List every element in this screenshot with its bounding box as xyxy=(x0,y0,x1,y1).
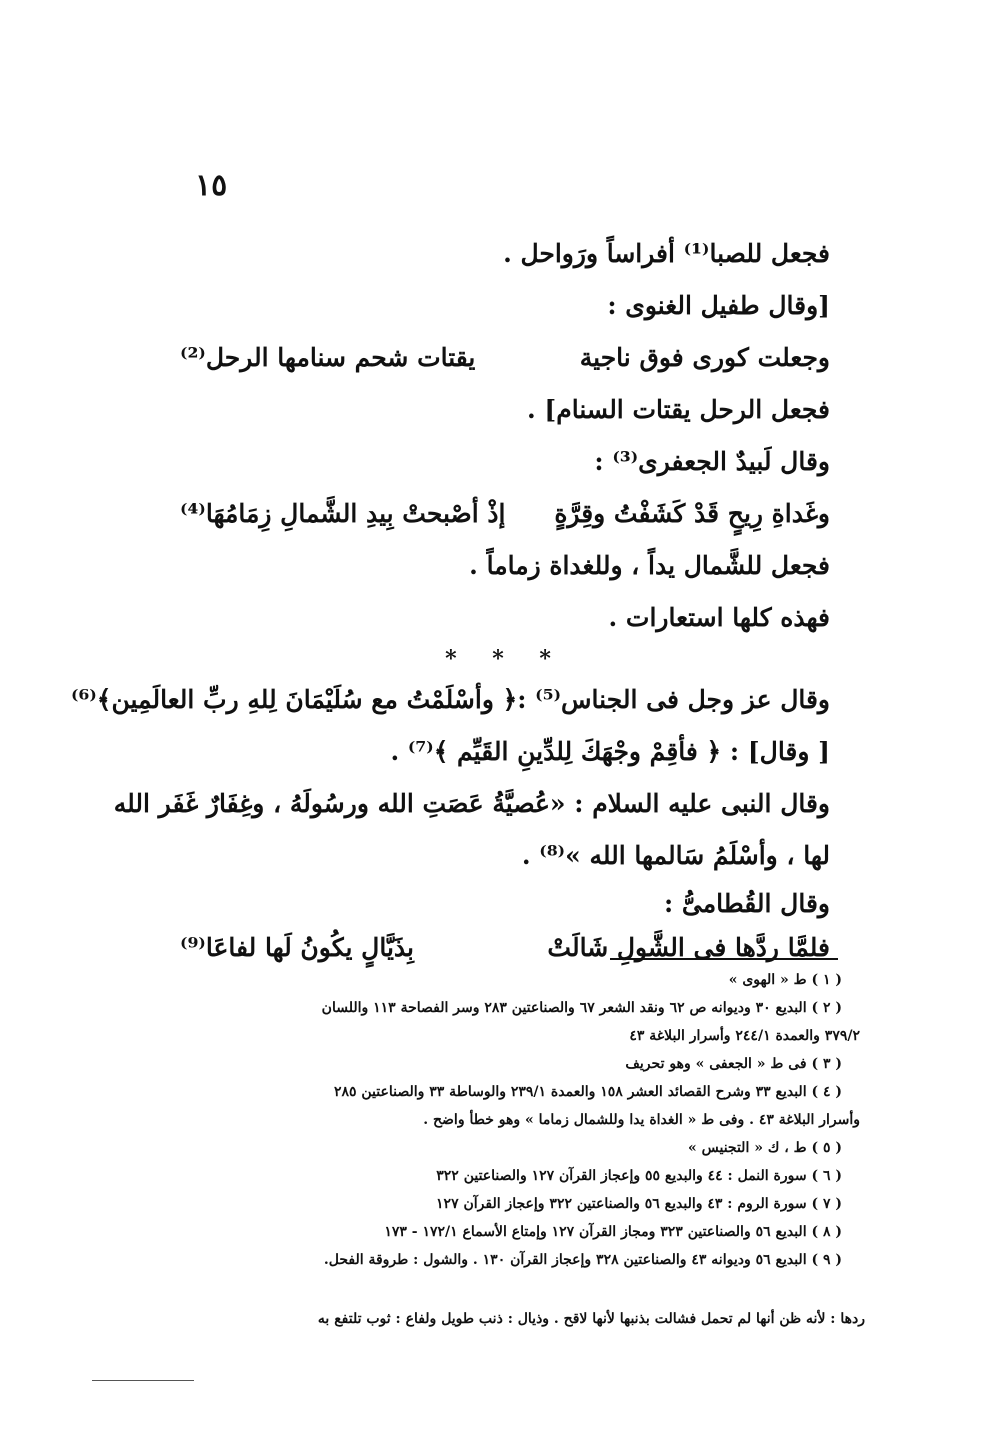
text-line: وقال لَبيدٌ الجعفرى⁽³⁾ : xyxy=(594,447,830,476)
footnote: ( ٩ ) البديع ٥٦ وديوانه ٤٣ والصناعتين ٣٢٨ وإعجاز القرآن ١٣٠ . والشول : طروقة الفحل. xyxy=(323,1252,842,1268)
text-line: وقال عز وجل فى الجناس⁽⁵⁾ :﴿ وأسْلَمْتُ مع سُلَيْمَانَ لِلهِ ربِّ العالَمِين﴾⁽⁶⁾ xyxy=(70,685,830,714)
page-number: ١٥ xyxy=(195,168,228,203)
text-line: فجعل الرحل يقتات السنام] . xyxy=(527,395,830,424)
text-line: [وقال طفيل الغنوى : xyxy=(607,291,830,320)
footnote: ( ٢ ) البديع ٣٠ وديوانه ص ٦٢ ونقد الشعر ٦٧ والصناعتين ٢٨٣ وسر الفصاحة ١١٣ واللسان xyxy=(321,1000,842,1016)
footnote-continuation: ٣٧٩/٢ والعمدة ٢٤٤/١ وأسرار البلاغة ٤٣ xyxy=(629,1028,860,1044)
verse-hemistich-1: وغَداةِ رِيحٍ قَدْ كَشَفْتُ وقِرَّةٍ xyxy=(554,499,830,528)
footnote: ( ٣ ) فى ط « الجعفى » وهو تحريف xyxy=(625,1056,842,1072)
footnote: ( ٦ ) سورة النمل : ٤٤ والبديع ٥٥ وإعجاز القرآن ١٢٧ والصناعتين ٣٢٢ xyxy=(436,1168,842,1184)
verse-hemistich-1: وجعلت كورى فوق ناجية xyxy=(579,343,830,372)
verse-line xyxy=(180,926,830,970)
section-separator: * * * xyxy=(445,646,565,672)
text-line: فجعل للصبا⁽¹⁾ أفراساً ورَواحل . xyxy=(503,239,830,268)
verse-hemistich-1: فلمَّا ردَّها فى الشَّولِ شَالَتْ xyxy=(547,933,830,962)
footnote: ( ٧ ) سورة الروم : ٤٣ والبديع ٥٦ والصناعتين ٣٢٢ وإعجاز القرآن ١٢٧ xyxy=(436,1196,842,1212)
main-text xyxy=(70,228,830,970)
verse-hemistich-2: بِذَيَّالٍ يكُونُ لَها لفاعَا⁽⁹⁾ xyxy=(180,933,414,962)
footnote-continuation: وأسرار البلاغة ٤٣ . وفى ط « الغداة يدا وللشمال زماما » وهو خطأ واضح . xyxy=(423,1112,860,1128)
footnote-continuation: ردها : لأنه ظن أنها لم تحمل فشالت بذنبها لأنها لاقح . وذيال : ذنب طويل ولفاع : ثوب تلتفع به xyxy=(317,1311,865,1327)
text-line: وقال القُطامىُّ : xyxy=(663,889,830,918)
footnote-rule xyxy=(610,958,838,960)
verse-hemistich-2: إذْ أصْبحتْ بِيدِ الشَّمالِ زِمَامُهَا⁽⁴⁾ xyxy=(180,499,506,528)
text-line: لها ، وأسْلَمُ سَالمها الله »⁽⁸⁾ . xyxy=(521,841,830,870)
footnote: ( ١ ) ط « الهوى » xyxy=(728,972,842,988)
text-line: [ وقال] : ﴿ فأقِمْ وجْهَكَ لِلدِّينِ القَيِّم ﴾⁽⁷⁾ . xyxy=(390,737,830,766)
text-line: وقال النبى عليه السلام : «عُصيَّةُ عَصَتِ الله ورسُولَهُ ، وغِفَارٌ غَفَر الله xyxy=(113,789,830,818)
footnote: ( ٤ ) البديع ٣٣ وشرح القصائد العشر ١٥٨ والعمدة ٢٣٩/١ والوساطة ٣٣ والصناعتين ٢٨٥ xyxy=(333,1084,842,1100)
text-line: فهذه كلها استعارات . xyxy=(608,603,830,632)
footnote: ( ٥ ) ط ، ك « التجنيس » xyxy=(688,1140,842,1156)
footnotes xyxy=(180,966,860,1274)
verse-line xyxy=(180,488,830,540)
verse-line xyxy=(180,332,830,384)
verse-hemistich-2: يقتات شحم سنامها الرحل⁽²⁾ xyxy=(180,343,476,372)
footnote: ( ٨ ) البديع ٥٦ والصناعتين ٣٢٣ ومجاز القرآن ١٢٧ وإمتاع الأسماع ١٧٢/١ - ١٧٣ xyxy=(384,1224,842,1240)
text-line: فجعل للشَّمال يداً ، وللغداة زماماً . xyxy=(469,551,830,580)
bottom-rule xyxy=(92,1380,194,1381)
